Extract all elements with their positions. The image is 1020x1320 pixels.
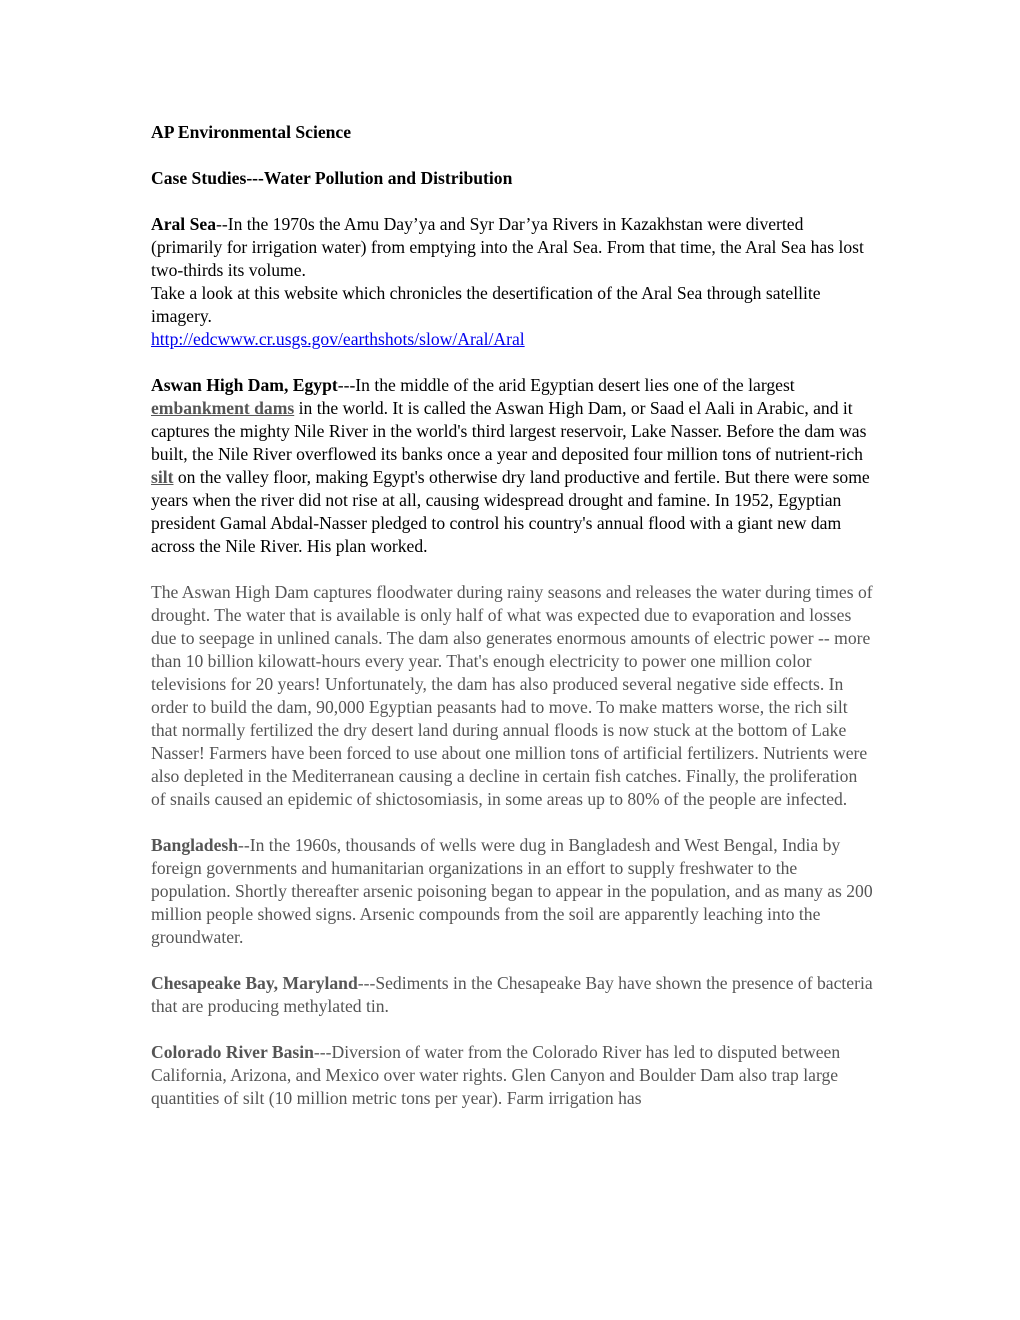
- aswan-paragraph-2: The Aswan High Dam captures floodwater during rainy seasons and releases the water during times of drought. The water that is available is only half of what was expected due to evaporation and losses due to seepage in unlined canals. The dam also generates enormous amounts of electric power -- more than 10 billion kilowatt-hours every year. That's enough electricity to power one million color televisions for 20 years! Unfortunately, the dam has also produced several negative side effects. In order to build the dam, 90,000 Egyptian peasants had to move. To make matters worse, the rich silt that normally fertilized the dry desert land during annual floods is now stuck at the bottom of Lake Nasser! Farmers have been forced to use about one million tons of artificial fertilizers. Nutrients were also depleted in the Mediterranean causing a decline in certain fish catches. Finally, the proliferation of snails caused an epidemic of shictosomiasis, in some areas up to 80% of the people are infected.: [151, 582, 873, 809]
- aswan-term: Aswan High Dam, Egypt: [151, 375, 338, 395]
- document-title: AP Environmental Science: [151, 122, 352, 142]
- bangladesh-text: --In the 1960s, thousands of wells were dug in Bangladesh and West Bengal, India by foreign governments and humanitarian organizations in an effort to supply freshwater to the population. Shortly thereafter arsenic poisoning began to appear in the population, and as many as 200 million people showed signs. Arsenic compounds from the soil are apparently leaching into the groundwater.: [151, 835, 873, 947]
- bangladesh-paragraph: [151, 834, 875, 949]
- document-page: [151, 121, 875, 1133]
- aswan-text-1: ---In the middle of the arid Egyptian desert lies one of the largest: [337, 375, 795, 395]
- aral-sea-paragraph: [151, 213, 875, 282]
- aral-sea-link-line: [151, 328, 875, 351]
- aral-sea-term: Aral Sea: [151, 214, 216, 234]
- aral-sea-website-text: Take a look at this website which chronicles the desertification of the Aral Sea through satellite imagery.: [151, 283, 821, 326]
- document-subtitle: Case Studies---Water Pollution and Distribution: [151, 168, 513, 188]
- aral-sea-text: --In the 1970s the Amu Day’ya and Syr Dar’ya Rivers in Kazakhstan were diverted (primarily for irrigation water) from emptying into the Aral Sea. From that time, the Aral Sea has lost two-thirds its volume.: [151, 214, 864, 280]
- chesapeake-paragraph: [151, 972, 875, 1018]
- silt-link[interactable]: silt: [151, 467, 174, 487]
- bangladesh-term: Bangladesh: [151, 835, 239, 855]
- colorado-text: ---Diversion of water from the Colorado River has led to disputed between California, Arizona, and Mexico over water rights. Glen Canyon and Boulder Dam also trap large quantities of silt (10 million metric tons per year). Farm irrigation has: [151, 1042, 841, 1108]
- chesapeake-term: Chesapeake Bay, Maryland: [151, 973, 358, 993]
- colorado-paragraph: [151, 1041, 875, 1110]
- aswan-paragraph-1: [151, 374, 875, 558]
- aral-sea-url-link[interactable]: http://edcwww.cr.usgs.gov/earthshots/slow/Aral/Aral: [151, 329, 525, 349]
- aswan-text-2: in the world. It is called the Aswan High Dam, or Saad el Aali in Arabic, and it captures the mighty Nile River in the world's third largest reservoir, Lake Nasser. Before the dam was built, the Nile River overflowed its banks once a year and deposited four million tons of nutrient-rich: [151, 398, 867, 464]
- chesapeake-text: ---Sediments in the Chesapeake Bay have shown the presence of bacteria that are producing methylated tin.: [151, 973, 873, 1016]
- aswan-text-3: on the valley floor, making Egypt's otherwise dry land productive and fertile. But there were some years when the river did not rise at all, causing widespread drought and famine. In 1952, Egyptian president Gamal Abdal-Nasser pledged to control his country's annual flood with a giant new dam across the Nile River. His plan worked.: [151, 467, 870, 556]
- embankment-dams-link[interactable]: embankment dams: [151, 398, 295, 418]
- colorado-term: Colorado River Basin: [151, 1042, 314, 1062]
